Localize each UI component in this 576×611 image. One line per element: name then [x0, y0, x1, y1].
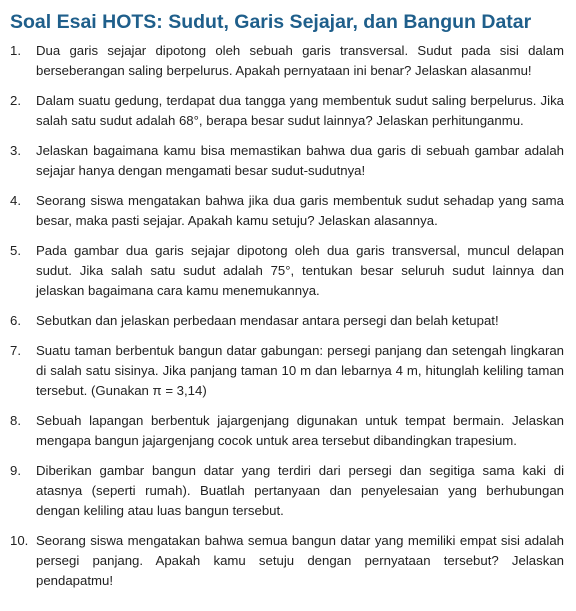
question-number: 5.	[10, 243, 21, 258]
question-item	[10, 461, 564, 521]
question-text: Dalam suatu gedung, terdapat dua tangga yang membentuk sudut saling berpelurus. Jika salah satu sudut adalah 68°, berapa besar sudut lainnya? Jelaskan perhitunganmu.	[36, 93, 564, 128]
question-number: 3.	[10, 143, 21, 158]
question-text: Jelaskan bagaimana kamu bisa memastikan bahwa dua garis di sebuah gambar adalah sejajar hanya dengan mengamati besar sudut-sudutnya!	[36, 143, 564, 178]
question-text: Sebutkan dan jelaskan perbedaan mendasar antara persegi dan belah ketupat!	[36, 313, 499, 328]
question-item	[10, 241, 564, 301]
worksheet-title: Soal Esai HOTS: Sudut, Garis Sejajar, dan Bangun Datar	[10, 11, 532, 33]
question-text: Seorang siswa mengatakan bahwa jika dua garis membentuk sudut sehadap yang sama besar, maka pasti sejajar. Apakah kamu setuju? Jelaskan alasannya.	[36, 193, 564, 228]
question-list	[10, 41, 564, 591]
question-number: 2.	[10, 93, 21, 108]
question-number: 9.	[10, 463, 21, 478]
question-text: Diberikan gambar bangun datar yang terdiri dari persegi dan segitiga sama kaki di atasnya (seperti rumah). Buatlah pertanyaan dan penyelesaian yang berhubungan dengan keliling atau luas bangun tersebut.	[36, 463, 564, 518]
question-text: Pada gambar dua garis sejajar dipotong oleh dua garis transversal, muncul delapan sudut. Jika salah satu sudut adalah 75°, tentukan besar seluruh sudut lainnya dan jelaskan bagaimana cara kamu menemukannya.	[36, 243, 564, 298]
question-item	[10, 341, 564, 401]
question-item	[10, 91, 564, 131]
question-number: 6.	[10, 313, 21, 328]
question-item	[10, 191, 564, 231]
question-number: 1.	[10, 43, 21, 58]
question-number: 8.	[10, 413, 21, 428]
question-item	[10, 311, 564, 331]
question-item	[10, 141, 564, 181]
question-text: Suatu taman berbentuk bangun datar gabungan: persegi panjang dan setengah lingkaran di salah satu sisinya. Jika panjang taman 10 m dan lebarnya 4 m, hitunglah keliling taman tersebut. (Gunakan π = 3,14)	[36, 343, 564, 398]
question-number: 7.	[10, 343, 21, 358]
question-number: 10.	[10, 533, 29, 548]
question-item	[10, 41, 564, 81]
question-text: Seorang siswa mengatakan bahwa semua bangun datar yang memiliki empat sisi adalah persegi panjang. Apakah kamu setuju dengan pernyataan tersebut? Jelaskan pendapatmu!	[36, 533, 564, 588]
question-item	[10, 411, 564, 451]
question-item	[10, 531, 564, 591]
question-text: Sebuah lapangan berbentuk jajargenjang digunakan untuk tempat bermain. Jelaskan mengapa bangun jajargenjang cocok untuk area tersebut dibandingkan trapesium.	[36, 413, 564, 448]
question-number: 4.	[10, 193, 21, 208]
question-text: Dua garis sejajar dipotong oleh sebuah garis transversal. Sudut pada sisi dalam berseberangan saling berpelurus. Apakah pernyataan ini benar? Jelaskan alasanmu!	[36, 43, 564, 78]
